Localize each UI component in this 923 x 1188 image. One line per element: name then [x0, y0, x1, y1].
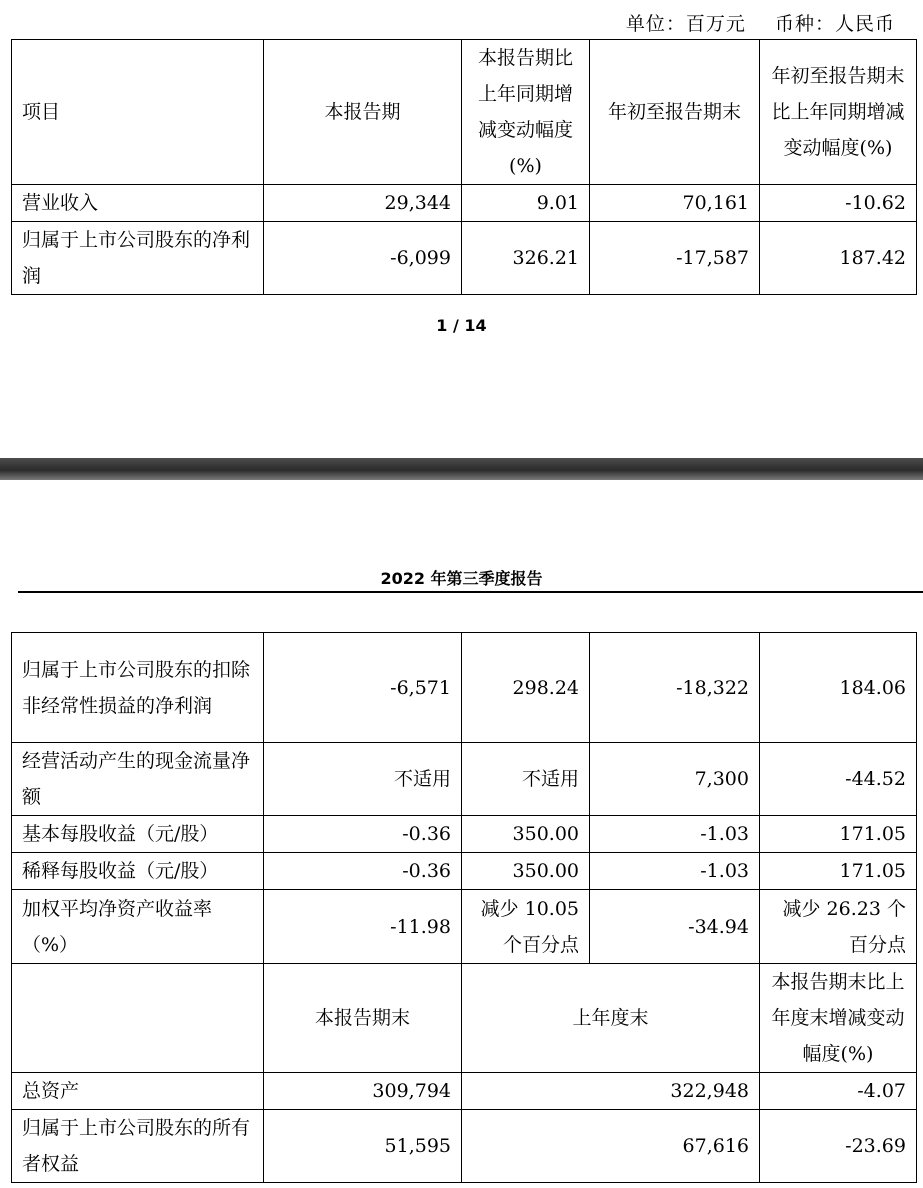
table-row — [12, 633, 917, 743]
cell-value: 171.05 — [760, 853, 917, 890]
cell-value: 322,948 — [462, 1073, 760, 1110]
cell-value: 51,595 — [264, 1110, 462, 1183]
header-period-end: 本报告期末 — [264, 964, 462, 1073]
row-label: 归属于上市公司股东的扣除非经常性损益的净利润 — [12, 633, 264, 743]
cell-value: 不适用 — [264, 743, 462, 816]
cell-value: 350.00 — [462, 816, 590, 853]
cell-value: 350.00 — [462, 853, 590, 890]
cell-value: 7,300 — [590, 743, 760, 816]
unit-label: 单位：百万元 — [625, 13, 746, 35]
table-header-row — [12, 40, 917, 185]
cell-value: 29,344 — [264, 185, 462, 222]
cell-value: -0.36 — [264, 853, 462, 890]
cell-value: 309,794 — [264, 1073, 462, 1110]
cell-value: 187.42 — [760, 222, 917, 295]
balance-header-row — [12, 964, 917, 1073]
header-current-period-change: 本报告期比上年同期增减变动幅度(%) — [462, 40, 590, 185]
cell-value: -4.07 — [760, 1073, 917, 1110]
table-row — [12, 1110, 917, 1183]
header-ytd-change: 年初至报告期末比上年同期增减变动幅度(%) — [760, 40, 917, 185]
row-label: 总资产 — [12, 1073, 264, 1110]
table-row — [12, 1073, 917, 1110]
cell-value: 不适用 — [462, 743, 590, 816]
cell-value: -6,571 — [264, 633, 462, 743]
key-financials-table-part2 — [11, 632, 917, 1183]
row-label: 营业收入 — [12, 185, 264, 222]
header-period-end-change: 本报告期末比上年度末增减变动幅度(%) — [760, 964, 917, 1073]
cell-value: 326.21 — [462, 222, 590, 295]
balance-header-blank — [12, 964, 264, 1073]
cell-value: -1.03 — [590, 853, 760, 890]
title-underline — [18, 591, 923, 593]
currency-label: 币种：人民币 — [774, 13, 895, 35]
cell-value: -0.36 — [264, 816, 462, 853]
cell-value: 184.06 — [760, 633, 917, 743]
row-label: 稀释每股收益（元/股） — [12, 853, 264, 890]
header-item: 项目 — [12, 40, 264, 185]
table-row — [12, 185, 917, 222]
table-row — [12, 853, 917, 890]
cell-value: -17,587 — [590, 222, 760, 295]
unit-currency-line — [604, 9, 895, 36]
cell-value: -1.03 — [590, 816, 760, 853]
header-ytd: 年初至报告期末 — [590, 40, 760, 185]
report-title: 2022 年第三季度报告 — [380, 569, 543, 588]
header-current-period: 本报告期 — [264, 40, 462, 185]
table-row — [12, 743, 917, 816]
cell-value: -44.52 — [760, 743, 917, 816]
page-number: 1 / 14 — [436, 316, 487, 335]
cell-value: 减少 10.05 个百分点 — [462, 890, 590, 964]
cell-value: -10.62 — [760, 185, 917, 222]
row-label: 经营活动产生的现金流量净额 — [12, 743, 264, 816]
row-label: 加权平均净资产收益率（%） — [12, 890, 264, 964]
header-prior-year-end: 上年度末 — [462, 964, 760, 1073]
table-row — [12, 890, 917, 964]
cell-value: 171.05 — [760, 816, 917, 853]
cell-value: -18,322 — [590, 633, 760, 743]
table-row — [12, 222, 917, 295]
table-row — [12, 816, 917, 853]
cell-value: 减少 26.23 个百分点 — [760, 890, 917, 964]
cell-value: 70,161 — [590, 185, 760, 222]
cell-value: 298.24 — [462, 633, 590, 743]
cell-value: -6,099 — [264, 222, 462, 295]
cell-value: 67,616 — [462, 1110, 760, 1183]
row-label: 归属于上市公司股东的净利润 — [12, 222, 264, 295]
cell-value: -34.94 — [590, 890, 760, 964]
row-label: 基本每股收益（元/股） — [12, 816, 264, 853]
cell-value: -11.98 — [264, 890, 462, 964]
cell-value: -23.69 — [760, 1110, 917, 1183]
row-label: 归属于上市公司股东的所有者权益 — [12, 1110, 264, 1183]
page-break-divider — [0, 458, 923, 480]
key-financials-table-part1 — [11, 39, 917, 295]
cell-value: 9.01 — [462, 185, 590, 222]
